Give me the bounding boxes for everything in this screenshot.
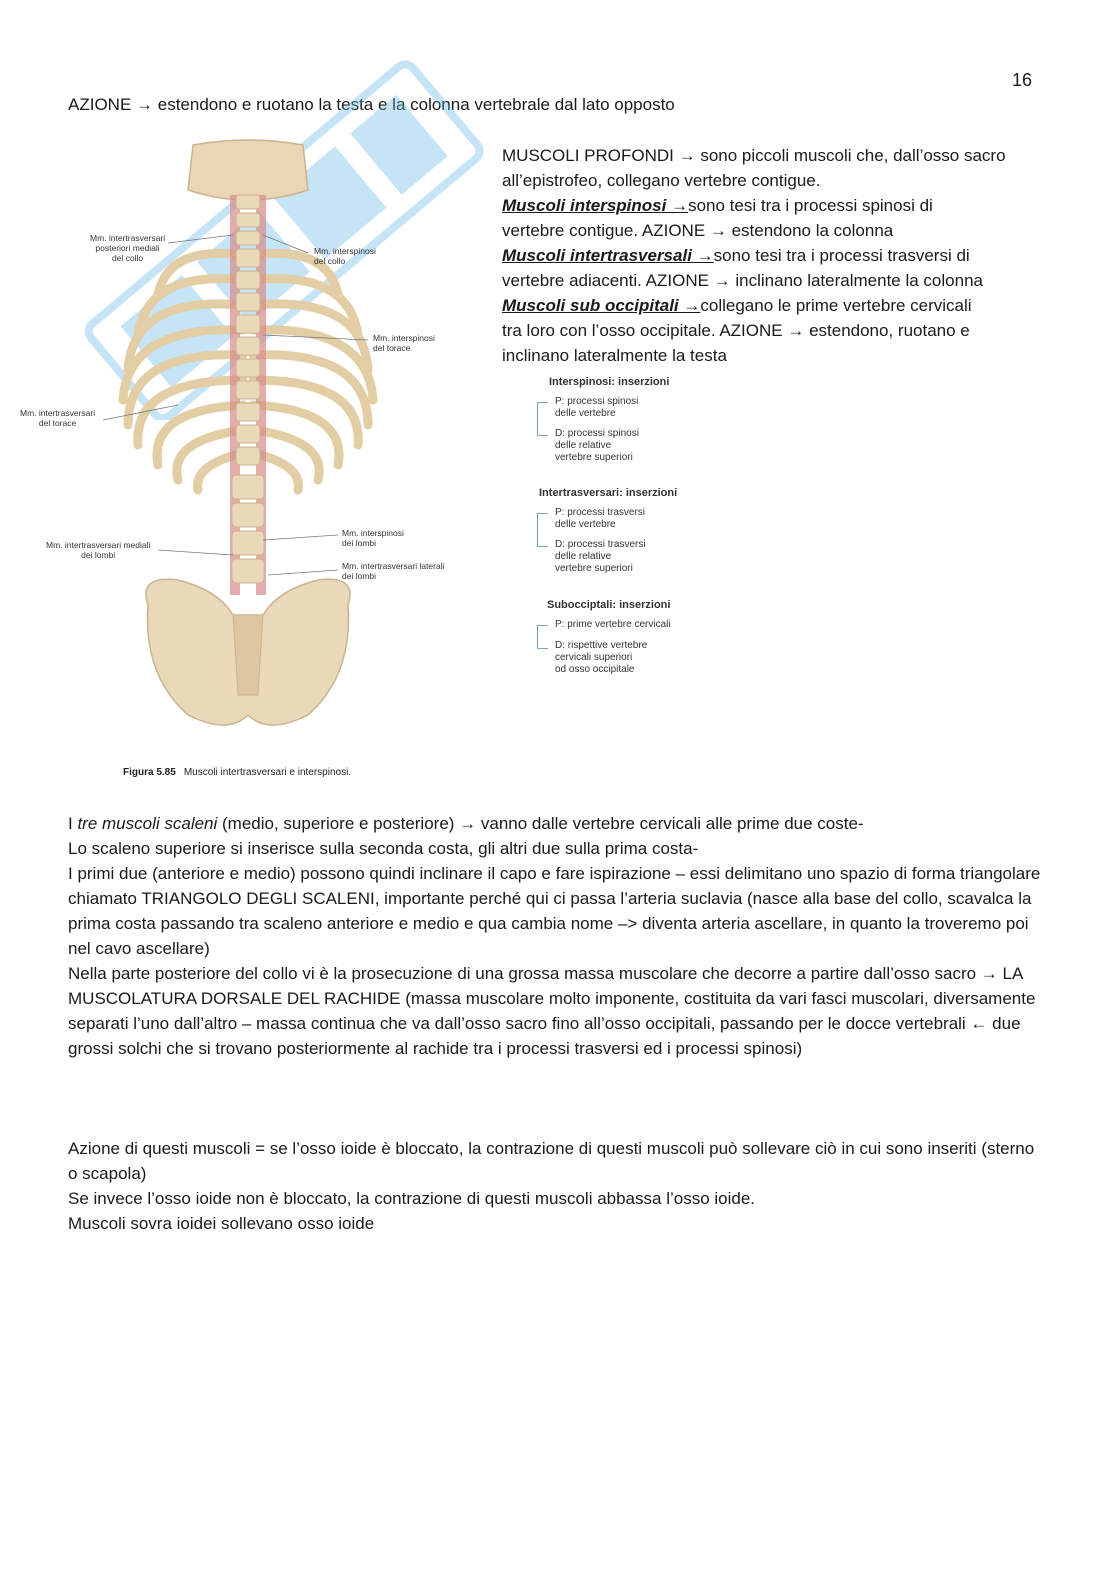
suboccipitali-desc: collegano le prime vertebre cervicali (700, 296, 972, 315)
deep-muscles-line-4: vertebre contigue. AZIONE → estendono la colonna (502, 221, 894, 240)
paragraph: Nella parte posteriore del collo vi è la prosecuzione di una grossa massa muscolare che decorre a partire dall’osso sacro → LA MUSCOLATURA DORSALE DEL RACHIDE (massa muscolare molto imponente, costituita da vari fasci muscolari, diversamente separati l’uno dall’altro – massa continua che va dall’osso sacro fino all’osso occipitali, passando per le docce vertebrali ← due grossi solchi che si trovano posteriormente al rachide tra i processi trasversi ed i processi spinosi) (68, 964, 1036, 1058)
insertion-distal: D: processi spinosi delle relative vertebre superiori (555, 428, 639, 463)
figure-number: Figura 5.85 (123, 767, 176, 778)
paragraph: Muscoli sovra ioidei sollevano osso ioide (68, 1214, 375, 1233)
insertions-title: Subocciptali: inserzioni (547, 599, 671, 611)
label-interspinosi-torace: Mm. interspinosi del torace (373, 333, 435, 353)
insertion-proximal: P: prime vertebre cervicali (555, 619, 671, 630)
paragraph: Lo scaleno superiore si inserisce sulla seconda costa, gli altri due sulla prima costa- (68, 839, 699, 858)
anatomy-figure (18, 135, 458, 755)
label-intertrasversari-collo: Mm. intertrasversari posteriori mediali del collo (90, 233, 166, 263)
deep-muscles-line-8: tra loro con l’osso occipitale. AZIONE → estendono, ruotano e (502, 321, 970, 340)
spine-illustration (18, 135, 458, 755)
insertion-proximal: P: processi trasversi delle vertebre (555, 507, 646, 530)
insertion-distal: D: rispettive vertebre cervicali superiori od osso occipitale (555, 640, 648, 675)
intertrasversali-desc: sono tesi tra i processi trasversi di (713, 246, 970, 265)
paragraph: Se invece l’osso ioide non è bloccato, la contrazione di questi muscoli abbassa l’osso ioide. (68, 1189, 756, 1208)
deep-muscles-line-1: MUSCOLI PROFONDI → sono piccoli muscoli che, dall’osso sacro (502, 146, 1006, 165)
insertions-title: Intertrasversari: inserzioni (539, 487, 678, 499)
label-interspinosi-lombi: Mm. interspinosi dei lombi (342, 528, 404, 548)
page-number: 16 (1012, 70, 1033, 90)
emphasis-text: tre muscoli scaleni (77, 814, 218, 833)
label-intertrasversari-torace: Mm. intertrasversari del torace (20, 408, 96, 428)
deep-muscles-line-2: all’epistrofeo, collegano vertebre contigue. (502, 171, 821, 190)
label-intertrasversari-laterali-lombi: Mm. intertrasversari laterali dei lombi (342, 561, 445, 581)
text-span: (medio, superiore e posteriore) → vanno dalle vertebre cervicali alle prime due coste- (217, 814, 864, 833)
suboccipitali-line (502, 293, 1062, 318)
paragraph: I primi due (anteriore e medio) possono quindi inclinare il capo e fare ispirazione – essi delimitano uno spazio di forma triangolare chiamato TRIANGOLO DEGLI SCALENI, importante perché qui ci passa l’arteria suclavia (nasce alla base del collo, scavalca la prima costa passando tra scaleno anteriore e medio e qua cambia nome –> diventa arteria ascellare, in quanto la troveremo poi nel cavo ascellare) (68, 864, 1041, 958)
label-intertrasversari-mediali-lombi: Mm. intertrasversari mediali dei lombi (46, 540, 151, 560)
insertion-proximal: P: processi spinosi delle vertebre (555, 396, 639, 419)
insertion-distal: D: processi trasversi delle relative vertebre superiori (555, 539, 646, 574)
paragraph: Azione di questi muscoli = se l’osso ioide è bloccato, la contrazione di questi muscoli può sollevare ciò in cui sono inseriti (sterno o scapola) (68, 1139, 1035, 1183)
deep-muscles-line-9: inclinano lateralmente la testa (502, 346, 727, 365)
interspinosi-desc: sono tesi tra i processi spinosi di (688, 196, 933, 215)
figure-caption (123, 767, 351, 778)
interspinosi-term: Muscoli interspinosi → (502, 196, 689, 215)
top-line-prefix: AZIONE (68, 95, 132, 114)
insertions-title: Interspinosi: inserzioni (549, 376, 670, 388)
insertions-intertrasversari (535, 487, 677, 575)
insertions-interspinosi (535, 376, 669, 464)
arrow-icon: → (136, 95, 154, 114)
insertions-suboccipitali (535, 599, 671, 676)
top-line-text: estendono e ruotano la testa e la colonna vertebrale dal lato opposto (157, 95, 675, 114)
figure-caption-text: Muscoli intertrasversari e interspinosi. (183, 767, 352, 778)
scaleni-section (68, 811, 1048, 1061)
paragraph (68, 811, 1048, 836)
ioidei-section (68, 1136, 1048, 1236)
text-span: I (68, 814, 78, 833)
top-line (68, 95, 675, 115)
intertrasversali-line (502, 243, 1062, 268)
intertrasversali-term: Muscoli intertrasversali → (502, 246, 714, 265)
deep-muscles-section (502, 143, 1062, 368)
interspinosi-line (502, 193, 1062, 218)
suboccipitali-term: Muscoli sub occipitali → (502, 296, 701, 315)
deep-muscles-line-6: vertebre adiacenti. AZIONE → inclinano lateralmente la colonna (502, 271, 983, 290)
label-interspinosi-collo: Mm. interspinosi del collo (314, 246, 376, 266)
